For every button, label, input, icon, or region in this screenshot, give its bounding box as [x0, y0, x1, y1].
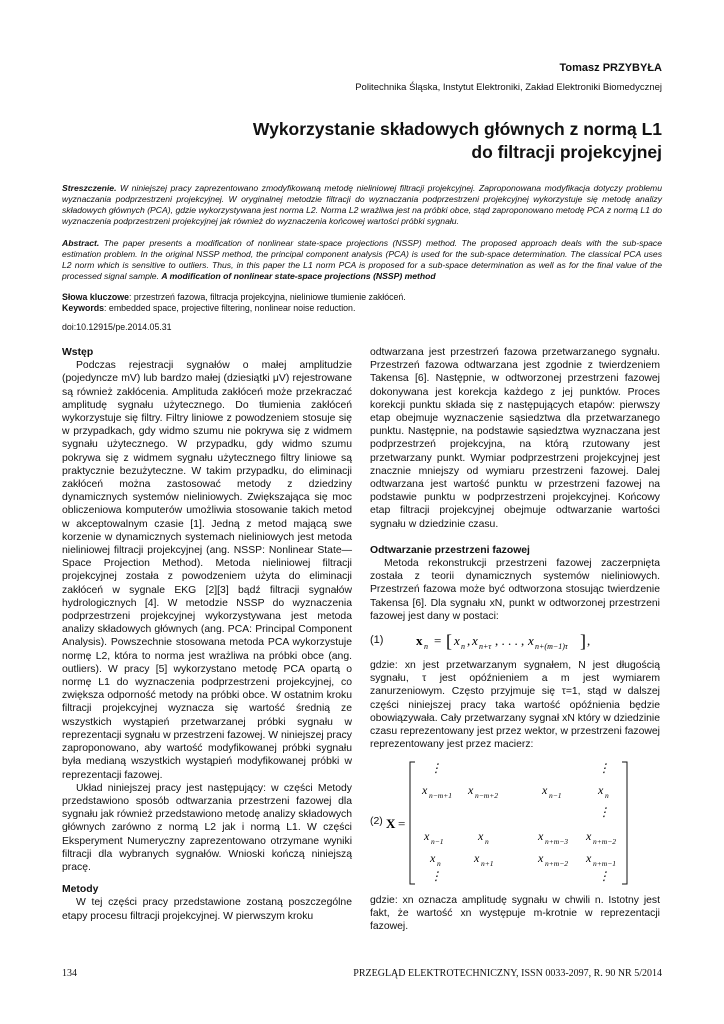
svg-text:x: x	[472, 633, 478, 648]
section-heading-odtwarzanie: Odtwarzanie przestrzeni fazowej	[370, 544, 530, 556]
equation-1-formula	[416, 628, 646, 654]
svg-text:x: x	[528, 633, 534, 648]
svg-text:x: x	[586, 851, 592, 865]
equation-1-label: (1)	[370, 634, 384, 646]
svg-text:=: =	[398, 816, 406, 831]
svg-text:n+m−1: n+m−1	[593, 859, 617, 868]
svg-text:n: n	[461, 642, 465, 651]
svg-text:x: x	[424, 829, 430, 843]
doi: doi:10.12915/pe.2014.05.31	[62, 322, 172, 332]
svg-text:[: [	[446, 631, 452, 651]
svg-text:n+m−2: n+m−2	[593, 837, 617, 846]
title-line-2: do filtracji projekcyjnej	[471, 142, 662, 162]
abstract-label: Abstract.	[62, 238, 100, 248]
paragraph: Metoda rekonstrukcji przestrzeni fazowej zaczerpnięta została z teorii dynamicznych systemów nieliniowych. Przestrzeń fazowa może być odtworzona stosując twierdzenie Takensa [6]. Dla sygnału xN, punkt w odtworzonej przestrzeni fazowej jest dany w postaci:	[370, 558, 660, 622]
keywords-en-label: Keywords	[62, 303, 105, 313]
keywords-pl-text: : przestrzeń fazowa, filtracja projekcyjna, nieliniowe tłumienie zakłóceń.	[128, 292, 406, 302]
keywords-en-text: : embedded space, projective filtering, nonlinear noise reduction.	[104, 303, 356, 313]
svg-text:x: x	[468, 783, 474, 797]
paper-title	[253, 118, 662, 164]
svg-text:n+τ: n+τ	[479, 642, 492, 651]
svg-text:x: x	[586, 829, 592, 843]
journal-footer: PRZEGLĄD ELEKTROTECHNICZNY, ISSN 0033-2097, R. 90 NR 5/2014	[353, 968, 662, 979]
svg-text:⋮: ⋮	[598, 761, 610, 775]
author-name: Tomasz PRZYBYŁA	[559, 62, 662, 74]
affiliation: Politechnika Śląska, Instytut Elektroniki, Zakład Elektroniki Biomedycznej	[355, 82, 662, 93]
equation-2-label: (2)	[370, 816, 383, 827]
svg-text:n−m+1: n−m+1	[429, 791, 453, 800]
svg-text:x: x	[474, 851, 480, 865]
svg-text:n+1: n+1	[481, 859, 494, 868]
keywords-pl	[62, 292, 662, 303]
svg-text:x: x	[538, 829, 544, 843]
svg-text:x: x	[430, 851, 436, 865]
paragraph: Podczas rejestracji sygnałów o małej amplitudzie (pojedyncze mV) lub bardzo małej (dziesiątki μV) rejestrowane są również zakłócenia. Amplituda zakłóceń może przekraczać amplitudę sygnału użytecznego. Do tłumienia zakłóceń wykorzystuje się filtry. Filtry liniowe z powodzeniem stosuje się w przypadkach, gdy widmo szumu nie pokrywa się z widmem sygnału użytecznego. W przypadku, gdy widmo szumu pokrywa się z widmem sygnału użytecznego filtry liniowe są praktycznie bezużyteczne. W takim przypadku, do eliminacji zakłóceń można zastosować metody z dziedziny dynamicznych systemów nieliniowych. Zwiększająca się moc obliczeniowa komputerów umożliwia stosowanie takich metod w akceptowalnym czasie [1]. Jedną z metod mającą swe korzenie w dynamicznych systemach nieliniowych jest metoda nieliniowej filtracji projekcyjnej (ang. NSSP: Nonlinear State—Space Projection Method). Metoda nieliniowej filtracji projekcyjnej została z powodzeniem użyta do eliminacji zakłóceń w sygnale EKG [2][3] bądź filtracji sygnałów hydrologicznych [4]. W metodzie NSSP do wyznaczenia podprzestrzeni projekcyjnej wykorzystywana jest metoda analizy składowych głównych (ang. PCA: Principal Component Analysis). Powszechnie stosowana metoda PCA wykorzystuje normę L2, która to norma jest wrażliwa na próbki obce (ang. outliers). W pracy [5] wykorzystano metodę PCA opartą o normę L1 do wyznaczenia podprzestrzeni projekcyjnej, co zwiększa odporność metody na próbki obce. W ostatnim kroku filtracji projekcyjnej wyznacza się wartość średnią ze wszystkich wystąpień przetwarzanej próbki sygnału w reprezentacji sygnału w przestrzeni fazowej. W niniejszej pracy zaproponowano, aby wartość modyfikowanej próbki sygnału była medianą wszystkich wystąpień modyfikowanej próbki w reprezentacji fazowej.	[62, 360, 352, 781]
right-column-middle	[370, 659, 660, 751]
paragraph: gdzie: xn jest przetwarzanym sygnałem, N jest długością sygnału, τ jest opóźnieniem a m jest wymiarem zanurzeniowym. Często przyjmuje się τ=1, stąd w dalszej części niniejszej pracy taka wartość opóźnienia będzie obowiązywała. Cały przetwarzany sygnał xN który w dziedzinie czasu reprezentowany jest przez wektor, w przestrzeni fazowej reprezentowany jest przez macierz:	[370, 660, 660, 751]
svg-text:n−m+2: n−m+2	[475, 791, 499, 800]
abstract-block	[62, 238, 662, 282]
svg-text:n−1: n−1	[549, 791, 562, 800]
right-column-top	[370, 346, 660, 623]
right-column-bottom	[370, 894, 660, 934]
equation-1	[370, 628, 662, 654]
section-heading-wstep: Wstęp	[62, 347, 94, 358]
svg-text:x: x	[422, 783, 428, 797]
svg-text:n: n	[485, 837, 489, 846]
svg-text:,: ,	[587, 633, 591, 648]
streszczenie-block	[62, 183, 662, 227]
paragraph: W tej części pracy przedstawione zostaną poszczególne etapy procesu filtracji projekcyjnej. W pierwszym kroku	[62, 897, 352, 922]
keywords-pl-label: Słowa kluczowe	[62, 292, 129, 302]
page-number: 134	[62, 968, 77, 979]
svg-text:x: x	[598, 783, 604, 797]
svg-text:x: x	[454, 633, 460, 648]
svg-text:⋮: ⋮	[430, 761, 442, 775]
svg-text:n−1: n−1	[431, 837, 444, 846]
svg-text:n: n	[605, 791, 609, 800]
svg-text:X: X	[386, 816, 396, 831]
abstract-text: The paper presents a modification of nonlinear state-space projections (NSSP) method. The proposed approach deals with the sub-space estimation problem. In the original NSSP method, the principal component analysis (PCA) is used for the sub-space determination. The classical PCA uses L2 norm which is sensitive to outliers. Thus, in this paper the L1 norm PCA is proposed for a sub-space determination as well as for the final value of the processed signal sample.	[62, 238, 663, 281]
paragraph: odtwarzana jest przestrzeń fazowa przetwarzanego sygnału. Przestrzeń fazowa odtwarzana jest zgodnie z twierdzeniem Takensa [6]. Następnie, w odtworzonej przestrzeni fazowej dokonywana jest korekcja każdego z jej punktów. Proces korekcji punktu składa się z następujących etapów: pierwszy etap obejmuje wyznaczenie sąsiedztwa dla przetwarzanego punktu. Następnie, na podstawie sąsiedztwa wyznaczana jest podprzestrzeń projekcyjna, na którą rzutowany jest przetwarzany punkt. Wymiar podprzestrzeni projekcyjnej jest znacznie mniejszy od wymiaru przestrzeni fazowej. Dalej odtwarzana jest wartość punktu w przestrzeni fazowej na podstawie punktu w podprzestrzeni projekcyjnej. Końcowy etap filtracji projekcyjnej obejmuje odtwarzanie wartości sygnału w dziedzinie czasu.	[370, 347, 660, 530]
keywords-en	[62, 303, 662, 314]
streszczenie-label: Streszczenie.	[62, 183, 117, 193]
svg-text:n: n	[424, 642, 428, 651]
svg-text:=: =	[434, 633, 442, 648]
svg-text:]: ]	[580, 631, 586, 651]
svg-text:, . . . ,: , . . . ,	[495, 633, 525, 648]
streszczenie-text: W niniejszej pracy zaprezentowano zmodyfikowaną metodę nieliniowej filtracji projekcyjnej. Zaproponowana modyfikacja dotyczy problemu wyznaczania podprzestrzeni projekcyjnej. W oryginalnej metodzie filtracji do wyznaczania podprzestrzeni projekcyjnej wykorzystuje się metodę analizy składowych głównych (PCA), gdzie wykorzystywana jest norma L2. Norma L2 wrażliwa jest na próbki obce, stąd zaproponowano metodę PCA z normą L1 do wyznaczenia podprzestrzeni projekcyjnej jak również do wyznaczenia końcowej wartości próbki sygnału.	[62, 183, 662, 226]
paragraph: gdzie: xn oznacza amplitudę sygnału w chwili n. Istotny jest fakt, że wartość xn występuje m-krotnie w reprezentacji fazowej.	[370, 895, 660, 933]
equation-2	[370, 758, 662, 888]
left-column	[62, 346, 352, 923]
svg-text:x: x	[478, 829, 484, 843]
svg-text:n+m−2: n+m−2	[545, 859, 569, 868]
svg-text:x: x	[416, 633, 423, 648]
abstract-title-en: A modification of nonlinear state-space projections (NSSP) method	[161, 271, 436, 281]
svg-text:n+(m−1)τ: n+(m−1)τ	[535, 642, 568, 651]
title-line-1: Wykorzystanie składowych głównych z normą L1	[252, 119, 662, 139]
paragraph: Układ niniejszej pracy jest następujący: w części Metody przedstawiono sposób odtwarzania przestrzeni fazowej dla sygnału jak również przedstawiono metodę analizy składowych głównych zarówno z normą L2 jak i normą L1. W części Eksperyment Numeryczny zaprezentowano otrzymane wyniki filtracji dla wybranych sygnałów. Wnioski kończą niniejszą pracę.	[62, 782, 352, 873]
svg-text:⋮: ⋮	[598, 869, 610, 883]
svg-text:n: n	[437, 859, 441, 868]
section-heading-metody: Metody	[62, 884, 99, 896]
svg-text:x: x	[542, 783, 548, 797]
svg-text:⋮: ⋮	[598, 805, 610, 819]
svg-text:,: ,	[467, 633, 471, 648]
svg-text:⋮: ⋮	[430, 869, 442, 883]
svg-text:x: x	[538, 851, 544, 865]
svg-text:n+m−3: n+m−3	[545, 837, 569, 846]
equation-2-matrix	[386, 758, 656, 888]
